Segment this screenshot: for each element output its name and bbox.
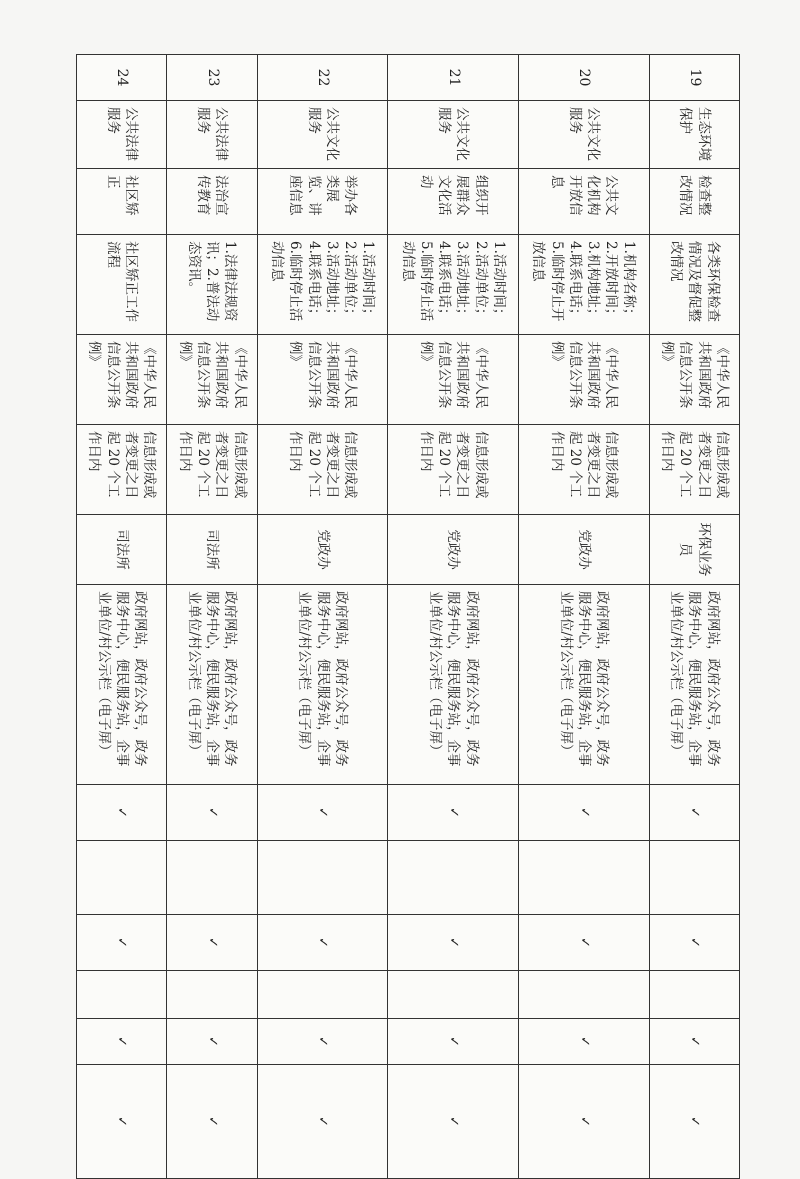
check-mark-cell [649, 971, 739, 1019]
deadline-cell: 信息形成或者变更之日起 20 个工作日内 [257, 425, 388, 515]
table-row [388, 55, 519, 1179]
check-mark-cell [77, 841, 167, 915]
table-row [77, 55, 167, 1179]
row-number: 23 [167, 55, 257, 101]
subject-cell: 检查整改情况 [649, 169, 739, 235]
content-cell: 1.法律法规资讯；2.普法动态资讯。 [167, 235, 257, 335]
check-mark-cell: ✓ [388, 1065, 519, 1179]
check-mark-cell: ✓ [519, 1019, 650, 1065]
basis-cell: 《中华人民共和国政府信息公开条例》 [257, 335, 388, 425]
table-row [519, 55, 650, 1179]
check-mark-cell: ✓ [77, 785, 167, 841]
rotated-table-wrapper [76, 54, 740, 1127]
content-cell: 1.活动时间；2.活动单位；3.活动地址；4.联系电话；5.临时停止活动信息 [388, 235, 519, 335]
responsible-body-cell: 环保业务员 [649, 515, 739, 585]
disclosure-table [76, 54, 740, 1179]
channel-cell: 政府网站，政府公众号，政务服务中心，便民服务站，企事业单位/村公示栏（电子屏） [649, 585, 739, 785]
deadline-cell: 信息形成或者变更之日起 20 个工作日内 [519, 425, 650, 515]
channel-cell: 政府网站，政府公众号，政务服务中心，便民服务站，企事业单位/村公示栏（电子屏） [77, 585, 167, 785]
category-cell: 公共文化服务 [257, 101, 388, 169]
basis-cell: 《中华人民共和国政府信息公开条例》 [167, 335, 257, 425]
subject-cell: 举办各类展览、讲座信息 [257, 169, 388, 235]
deadline-cell: 信息形成或者变更之日起 20 个工作日内 [77, 425, 167, 515]
check-mark-cell: ✓ [649, 785, 739, 841]
basis-cell: 《中华人民共和国政府信息公开条例》 [519, 335, 650, 425]
row-number: 21 [388, 55, 519, 101]
row-number: 24 [77, 55, 167, 101]
check-mark-cell [388, 841, 519, 915]
check-mark-cell: ✓ [649, 1065, 739, 1179]
responsible-body-cell: 司法所 [77, 515, 167, 585]
check-mark-cell [257, 971, 388, 1019]
check-mark-cell: ✓ [257, 785, 388, 841]
check-mark-cell [77, 971, 167, 1019]
check-mark-cell: ✓ [257, 1019, 388, 1065]
check-mark-cell: ✓ [77, 915, 167, 971]
row-number: 20 [519, 55, 650, 101]
channel-cell: 政府网站，政府公众号，政务服务中心，便民服务站，企事业单位/村公示栏（电子屏） [167, 585, 257, 785]
check-mark-cell: ✓ [519, 915, 650, 971]
check-mark-cell: ✓ [167, 1065, 257, 1179]
category-cell: 生态环境保护 [649, 101, 739, 169]
basis-cell: 《中华人民共和国政府信息公开条例》 [388, 335, 519, 425]
check-mark-cell [519, 841, 650, 915]
check-mark-cell: ✓ [388, 785, 519, 841]
category-cell: 公共文化服务 [388, 101, 519, 169]
channel-cell: 政府网站，政府公众号，政务服务中心，便民服务站，企事业单位/村公示栏（电子屏） [257, 585, 388, 785]
responsible-body-cell: 党政办 [388, 515, 519, 585]
check-mark-cell [519, 971, 650, 1019]
category-cell: 公共法律服务 [167, 101, 257, 169]
basis-cell: 《中华人民共和国政府信息公开条例》 [77, 335, 167, 425]
check-mark-cell: ✓ [257, 915, 388, 971]
content-cell: 1.机构名称；2.开放时间；3.机构地址；4.联系电话；5.临时停止开放信息 [519, 235, 650, 335]
check-mark-cell: ✓ [649, 1019, 739, 1065]
check-mark-cell: ✓ [519, 1065, 650, 1179]
responsible-body-cell: 党政办 [519, 515, 650, 585]
channel-cell: 政府网站，政府公众号，政务服务中心，便民服务站，企事业单位/村公示栏（电子屏） [388, 585, 519, 785]
check-mark-cell: ✓ [519, 785, 650, 841]
channel-cell: 政府网站，政府公众号，政务服务中心，便民服务站，企事业单位/村公示栏（电子屏） [519, 585, 650, 785]
subject-cell: 社区矫正 [77, 169, 167, 235]
check-mark-cell: ✓ [388, 1019, 519, 1065]
deadline-cell: 信息形成或者变更之日起 20 个工作日内 [167, 425, 257, 515]
check-mark-cell: ✓ [388, 915, 519, 971]
check-mark-cell: ✓ [167, 1019, 257, 1065]
content-cell: 1.活动时间；2.活动单位；3.活动地址；4.联系电话；6.临时停止活动信息 [257, 235, 388, 335]
deadline-cell: 信息形成或者变更之日起 20 个工作日内 [649, 425, 739, 515]
check-mark-cell: ✓ [77, 1065, 167, 1179]
table-body [77, 55, 740, 1179]
responsible-body-cell: 司法所 [167, 515, 257, 585]
check-mark-cell [167, 841, 257, 915]
table-row [167, 55, 257, 1179]
subject-cell: 组织开展群众文化活动 [388, 169, 519, 235]
table-row [649, 55, 739, 1179]
check-mark-cell: ✓ [167, 785, 257, 841]
category-cell: 公共文化服务 [519, 101, 650, 169]
check-mark-cell: ✓ [649, 915, 739, 971]
check-mark-cell: ✓ [77, 1019, 167, 1065]
check-mark-cell [388, 971, 519, 1019]
row-number: 19 [649, 55, 739, 101]
check-mark-cell: ✓ [257, 1065, 388, 1179]
check-mark-cell [649, 841, 739, 915]
content-cell: 各类环保检查情况及督促整改情况 [649, 235, 739, 335]
basis-cell: 《中华人民共和国政府信息公开条例》 [649, 335, 739, 425]
category-cell: 公共法律服务 [77, 101, 167, 169]
check-mark-cell [167, 971, 257, 1019]
table-row [257, 55, 388, 1179]
deadline-cell: 信息形成或者变更之日起 20 个工作日内 [388, 425, 519, 515]
subject-cell: 公共文化机构开放信息 [519, 169, 650, 235]
responsible-body-cell: 党政办 [257, 515, 388, 585]
check-mark-cell: ✓ [167, 915, 257, 971]
content-cell: 社区矫正工作流程 [77, 235, 167, 335]
row-number: 22 [257, 55, 388, 101]
check-mark-cell [257, 841, 388, 915]
subject-cell: 法治宣传教育 [167, 169, 257, 235]
